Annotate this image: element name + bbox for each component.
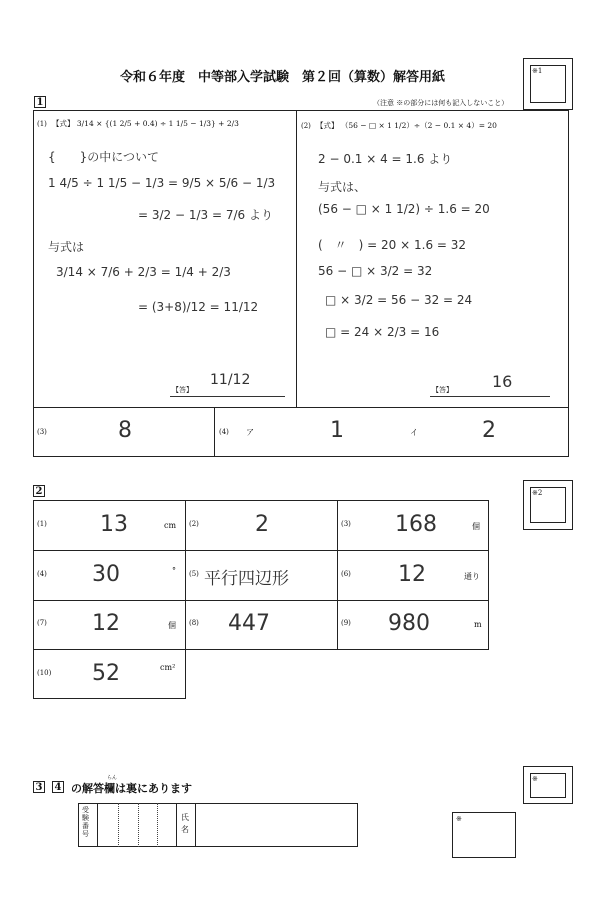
q2-work-2: 与式は、 — [318, 180, 367, 194]
q2-work-7: □ = 24 × 2/3 = 16 — [325, 325, 440, 339]
q1-work-5: 3/14 × 7/6 + 2/3 = 1/4 + 2/3 — [56, 265, 231, 279]
s2-q2-number: (2) — [189, 520, 199, 528]
grid-h1 — [33, 550, 489, 551]
exam-number-label: 受験番号 — [82, 806, 89, 838]
divider-v2 — [214, 407, 215, 457]
q1-work-2: 1 4/5 ÷ 1 1/5 − 1/3 = 9/5 × 5/6 − 1/3 — [48, 176, 276, 190]
s2-q4-number: (4) — [37, 570, 47, 578]
section-3-label: 3 — [33, 781, 45, 793]
section-4-label: 4 — [52, 781, 64, 793]
q2-work-5: 56 − □ × 3/2 = 32 — [318, 264, 433, 278]
q4-answer-b: 2 — [482, 418, 496, 443]
exam-col-5 — [176, 803, 177, 847]
total-score-mark: ※ — [456, 815, 462, 823]
s2-q8-number: (8) — [189, 619, 199, 627]
name-col — [195, 803, 196, 847]
q2-work-4: ( 〃 ) = 20 × 1.6 = 32 — [318, 238, 467, 252]
total-score-box — [452, 812, 516, 858]
s2-q1-number: (1) — [37, 520, 47, 528]
s2-q9-number: (9) — [341, 619, 351, 627]
q4-label-b: イ — [410, 428, 418, 437]
q1-work-1: { }の中について — [48, 150, 160, 164]
score-box-3 — [523, 766, 573, 804]
q3-answer: 8 — [118, 418, 132, 443]
q1-work-3: = 3/2 − 1/3 = 7/6 より — [138, 208, 273, 222]
s2-q3-unit: 個 — [472, 522, 480, 531]
q1-answer: 11/12 — [210, 372, 251, 388]
q2-answer-label: 【答】 — [432, 386, 453, 394]
s2-q8-answer: 447 — [228, 611, 270, 636]
s2-q7-unit: 個 — [168, 621, 176, 630]
s2-q6-number: (6) — [341, 570, 351, 578]
exam-col-4 — [157, 803, 158, 847]
ruby-ran: らん — [107, 775, 118, 781]
page-title: 令和６年度 中等部入学試験 第２回（算数）解答用紙 — [120, 70, 446, 85]
q2-work-3: (56 − □ × 1 1/2) ÷ 1.6 = 20 — [318, 202, 490, 216]
s2-q6-answer: 12 — [398, 562, 426, 587]
s2-q1-unit: cm — [164, 521, 177, 530]
back-side-notice: の解答欄は裏にあります — [71, 782, 192, 795]
divider-v1 — [296, 110, 297, 408]
q4-label-a: ア — [246, 428, 254, 437]
score-box-1-inner: ※1 — [530, 65, 566, 103]
q1-number: (1) — [37, 120, 47, 128]
name-label: 氏名 — [181, 813, 189, 834]
s2-q9-answer: 980 — [388, 611, 430, 636]
q2-prompt: 【式】 （56 − □ × 1 1/2）÷（2 − 0.1 × 4）= 20 — [316, 121, 497, 130]
s2-q1-answer: 13 — [100, 512, 128, 537]
q1-work-6: = (3+8)/12 = 11/12 — [138, 300, 259, 314]
exam-col-1 — [97, 803, 98, 847]
s2-q3-number: (3) — [341, 520, 351, 528]
exam-name-box — [78, 803, 358, 847]
score-box-1 — [523, 58, 573, 110]
q1-answer-label: 【答】 — [172, 386, 193, 394]
s2-q2-answer: 2 — [255, 512, 269, 537]
s2-q7-answer: 12 — [92, 611, 120, 636]
s2-q4-answer: 30 — [92, 562, 120, 587]
q2-work-6: □ × 3/2 = 56 − 32 = 24 — [325, 293, 473, 307]
grid-v2 — [337, 500, 338, 650]
q2-work-1: 2 − 0.1 × 4 = 1.6 より — [318, 152, 453, 166]
score-box-2 — [523, 480, 573, 530]
s2-q10-answer: 52 — [92, 661, 120, 686]
section-1-label: 1 — [34, 96, 46, 108]
s2-q5-number: (5) — [189, 570, 199, 578]
q1-work-4: 与式は — [48, 240, 85, 254]
q2-answer-line — [430, 396, 550, 397]
instruction-note: （注意 ※の部分には何も記入しないこと） — [373, 99, 509, 107]
s2-q9-unit: m — [474, 620, 482, 629]
score-box-3-inner: ※ — [530, 773, 566, 798]
s2-q4-unit: ° — [172, 566, 176, 575]
s2-q3-answer: 168 — [395, 512, 437, 537]
divider-h1 — [33, 407, 569, 408]
exam-col-3 — [138, 803, 139, 847]
s2-q10-unit: cm² — [160, 663, 176, 672]
q2-number: (2) — [301, 122, 311, 130]
grid-v1 — [185, 500, 186, 650]
s2-q10-number: (10) — [37, 669, 52, 677]
score-box-2-inner: ※2 — [530, 487, 566, 523]
q4-number: (4) — [219, 428, 229, 436]
q2-answer: 16 — [492, 372, 513, 391]
q1-prompt: 【式】 3/14 × {(1 2/5 + 0.4) ÷ 1 1/5 − 1/3} + 2/3 — [52, 119, 239, 128]
s2-q5-answer: 平行四辺形 — [204, 569, 289, 589]
q4-answer-a: 1 — [330, 418, 344, 443]
exam-col-2 — [118, 803, 119, 847]
s2-q7-number: (7) — [37, 619, 47, 627]
q3-number: (3) — [37, 428, 47, 436]
section-2-label: 2 — [33, 485, 45, 497]
s2-q6-unit: 通り — [464, 572, 480, 581]
grid-h2 — [33, 600, 489, 601]
q1-answer-line — [170, 396, 285, 397]
